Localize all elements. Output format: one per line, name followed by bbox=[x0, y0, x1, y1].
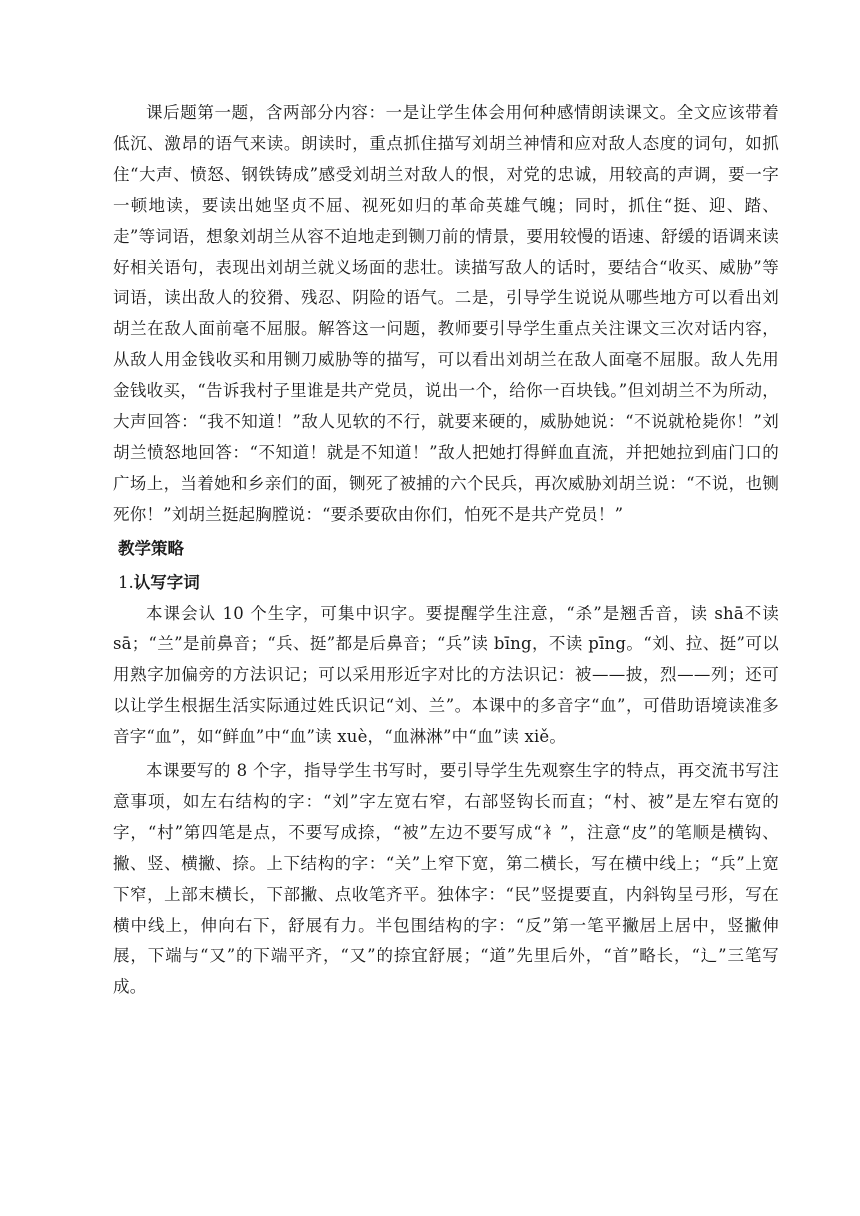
document-body bbox=[113, 98, 779, 1003]
paragraph-reading-guidance: 课后题第一题，含两部分内容：一是让学生体会用何种感情朗读课文。全文应该带着低沉、激昂的语气来读。朗读时，重点抓住描写刘胡兰神情和应对敌人态度的词句，如抓住“大声、愤怒、钢铁铸成”感受刘胡兰对敌人的恨，对党的忠诚，用较高的声调，要一字一顿地读，要读出她坚贞不屈、视死如归的革命英雄气魄；同时，抓住“挺、迎、踏、走”等词语，想象刘胡兰从容不迫地走到铡刀前的情景，要用较慢的语速、舒缓的语调来读好相关语句，表现出刘胡兰就义场面的悲壮。读描写敌人的话时，要结合“收买、威胁”等词语，读出敌人的狡猾、残忍、阴险的语气。二是，引导学生说说从哪些地方可以看出刘胡兰在敌人面前毫不屈服。解答这一问题，教师要引导学生重点关注课文三次对话内容，从敌人用金钱收买和用铡刀威胁等的描写，可以看出刘胡兰在敌人面毫不屈服。敌人先用金钱收买，“告诉我村子里谁是共产党员，说出一个，给你一百块钱。”但刘胡兰不为所动，大声回答：“我不知道！”敌人见软的不行，就要来硬的，威胁她说：“不说就枪毙你！”刘胡兰愤怒地回答：“不知道！就是不知道！”敌人把她打得鲜血直流，并把她拉到庙门口的广场上，当着她和乡亲们的面，铡死了被捕的六个民兵，再次威胁刘胡兰说：“不说，也铡死你！”刘胡兰挺起胸膛说：“要杀要砍由你们，怕死不是共产党员！” bbox=[113, 103, 779, 524]
heading-teaching-strategy: 教学策略 bbox=[118, 538, 184, 558]
heading-number: 1. bbox=[118, 572, 134, 592]
heading-word-learning-text: 认写字词 bbox=[133, 572, 200, 592]
paragraph-character-recognition: 本课会认 10 个生字，可集中识字。要提醒学生注意，“杀”是翘舌音，读 shā不读 sā；“兰”是前鼻音；“兵、挺”都是后鼻音；“兵”读 bīng，不读 pīng。“刘、拉、挺”可以用熟字加偏旁的方法识记；可以采用形近字对比的方法识记：被——披，烈——列；还可以让学生根据生活实际通过姓氏识记“刘、兰”。本课中的多音字“血”，可借助语境读准多音字“血”，如“鲜血”中“血”读 xuè，“血淋淋”中“血”读 xiě。 bbox=[113, 603, 779, 747]
paragraph-writing-guidance: 本课要写的 8 个字，指导学生书写时，要引导学生先观察生字的特点，再交流书写注意事项，如左右结构的字：“刘”字左宽右窄，右部竖钩长而直；“村、被”是左窄右宽的字，“村”第四笔是点，不要写成捺，“被”左边不要写成“衤”，注意“皮”的笔顺是横钩、撇、竖、横撇、捺。上下结构的字：“关”上窄下宽，第二横长，写在横中线上；“兵”上宽下窄，上部末横长，下部撇、点收笔齐平。独体字：“民”竖提要直，内斜钩呈弓形，写在横中线上，伸向右下，舒展有力。半包围结构的字：“反”第一笔平撇居上居中，竖撇伸展，下端与“又”的下端平齐，“又”的捺宜舒展；“道”先里后外，“首”略长，“辶”三笔写成。 bbox=[113, 761, 779, 997]
heading-word-learning bbox=[113, 568, 779, 599]
